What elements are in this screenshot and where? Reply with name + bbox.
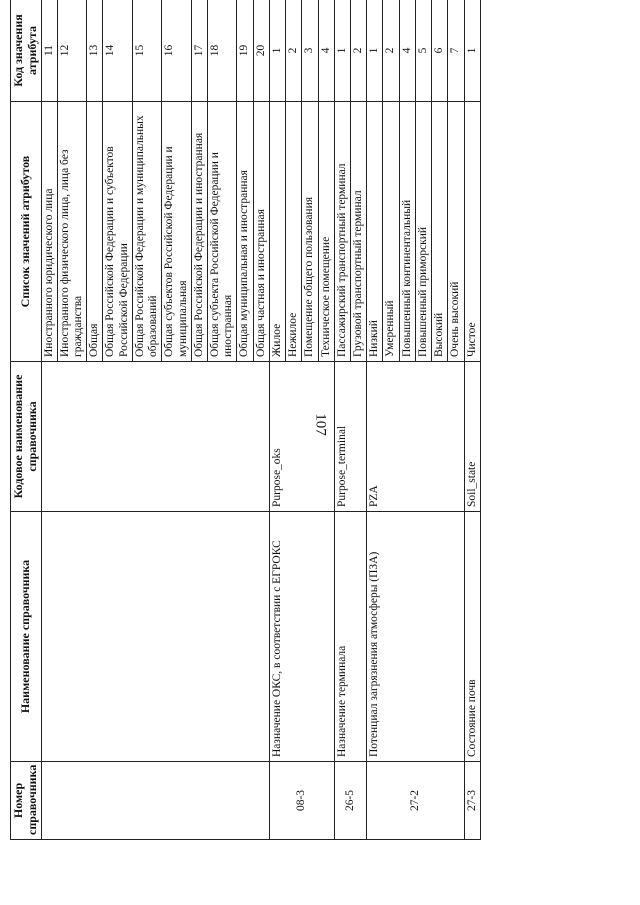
continued-code-name-cell — [41, 362, 269, 512]
attribute-code: 4 — [399, 0, 415, 102]
header-code-name: Кодовое наименование справочника — [11, 362, 42, 512]
attribute-value: Помещение общего пользования — [302, 102, 318, 362]
attribute-value: Очень высокий — [448, 102, 464, 362]
table-row — [367, 0, 383, 840]
header-row — [11, 0, 42, 840]
attribute-code: 2 — [350, 0, 366, 102]
attribute-value: Пассажирский транспортный терминал — [334, 102, 350, 362]
attribute-value: Повышенный приморский — [415, 102, 431, 362]
table-row — [269, 0, 285, 840]
attribute-value: Общая субъекта Российской Федерации и иностранная — [208, 102, 237, 362]
attribute-value: Общая — [87, 102, 103, 362]
attribute-code: 1 — [269, 0, 285, 102]
attribute-value: Общая субъектов Российской Федерации и муниципальная — [162, 102, 191, 362]
attribute-code: 7 — [448, 0, 464, 102]
attribute-code: 14 — [103, 0, 132, 102]
attribute-code: 1 — [367, 0, 383, 102]
table-row — [41, 0, 57, 840]
attribute-code: 4 — [318, 0, 334, 102]
attribute-code: 20 — [253, 0, 269, 102]
attribute-code: 2 — [286, 0, 302, 102]
continued-number-cell — [41, 762, 269, 840]
table-row — [464, 0, 480, 840]
attribute-value: Иностранного юридического лица — [41, 102, 57, 362]
reference-number: 26-5 — [334, 762, 366, 840]
attribute-code: 15 — [132, 0, 161, 102]
attribute-code: 19 — [237, 0, 253, 102]
attribute-value: Общая муниципальная и иностранная — [237, 102, 253, 362]
attribute-code: 18 — [208, 0, 237, 102]
attribute-code: 12 — [57, 0, 86, 102]
attribute-value: Чистое — [464, 102, 480, 362]
page-number: 107 — [312, 413, 329, 436]
reference-code-name: Purpose_terminal — [334, 362, 366, 512]
attribute-value: Высокий — [432, 102, 448, 362]
attribute-code: 13 — [87, 0, 103, 102]
attribute-value: Нежилое — [286, 102, 302, 362]
header-values-list: Список значений атрибутов — [11, 102, 42, 362]
attribute-value: Техническое помещение — [318, 102, 334, 362]
reference-name: Потенциал загрязнения атмосферы (ПЗА) — [367, 512, 464, 762]
attribute-code: 17 — [191, 0, 207, 102]
attribute-code: 16 — [162, 0, 191, 102]
attribute-code: 1 — [334, 0, 350, 102]
attribute-value: Общая Российской Федерации и иностранная — [191, 102, 207, 362]
continued-name-cell — [41, 512, 269, 762]
attribute-value: Жилое — [269, 102, 285, 362]
reference-name: Назначение терминала — [334, 512, 366, 762]
attribute-code: 11 — [41, 0, 57, 102]
attribute-value: Общая частная и иностранная — [253, 102, 269, 362]
reference-name: Состояние почв — [464, 512, 480, 762]
attribute-value: Общая Российской Федерации и муниципальных образований — [132, 102, 161, 362]
reference-code-name: Purpose_oks — [269, 362, 334, 512]
reference-code-name: PZA — [367, 362, 464, 512]
attribute-code: 2 — [383, 0, 399, 102]
attribute-value: Иностранного физического лица, лица без гражданства — [57, 102, 86, 362]
table-row — [334, 0, 350, 840]
reference-number: 27-2 — [367, 762, 464, 840]
reference-table — [10, 0, 481, 840]
header-number: Номер справочника — [11, 762, 42, 840]
attribute-code: 3 — [302, 0, 318, 102]
attribute-code: 5 — [415, 0, 431, 102]
attribute-value: Низкий — [367, 102, 383, 362]
attribute-value: Грузовой транспортный терминал — [350, 102, 366, 362]
attribute-value: Общая Российской Федерации и субъектов Российской Федерации — [103, 102, 132, 362]
reference-name: Назначение ОКС, в соответствии с ЕГРОКС — [269, 512, 334, 762]
attribute-value: Повышенный континентальный — [399, 102, 415, 362]
table-body — [41, 0, 480, 840]
attribute-code: 1 — [464, 0, 480, 102]
reference-number: 08-3 — [269, 762, 334, 840]
attribute-value: Умеренный — [383, 102, 399, 362]
header-value-code: Код значения атрибута — [11, 0, 42, 102]
reference-code-name: Soil_state — [464, 362, 480, 512]
rotated-table-container — [10, 0, 630, 840]
reference-number: 27-3 — [464, 762, 480, 840]
attribute-code: 6 — [432, 0, 448, 102]
header-name: Наименование справочника — [11, 512, 42, 762]
